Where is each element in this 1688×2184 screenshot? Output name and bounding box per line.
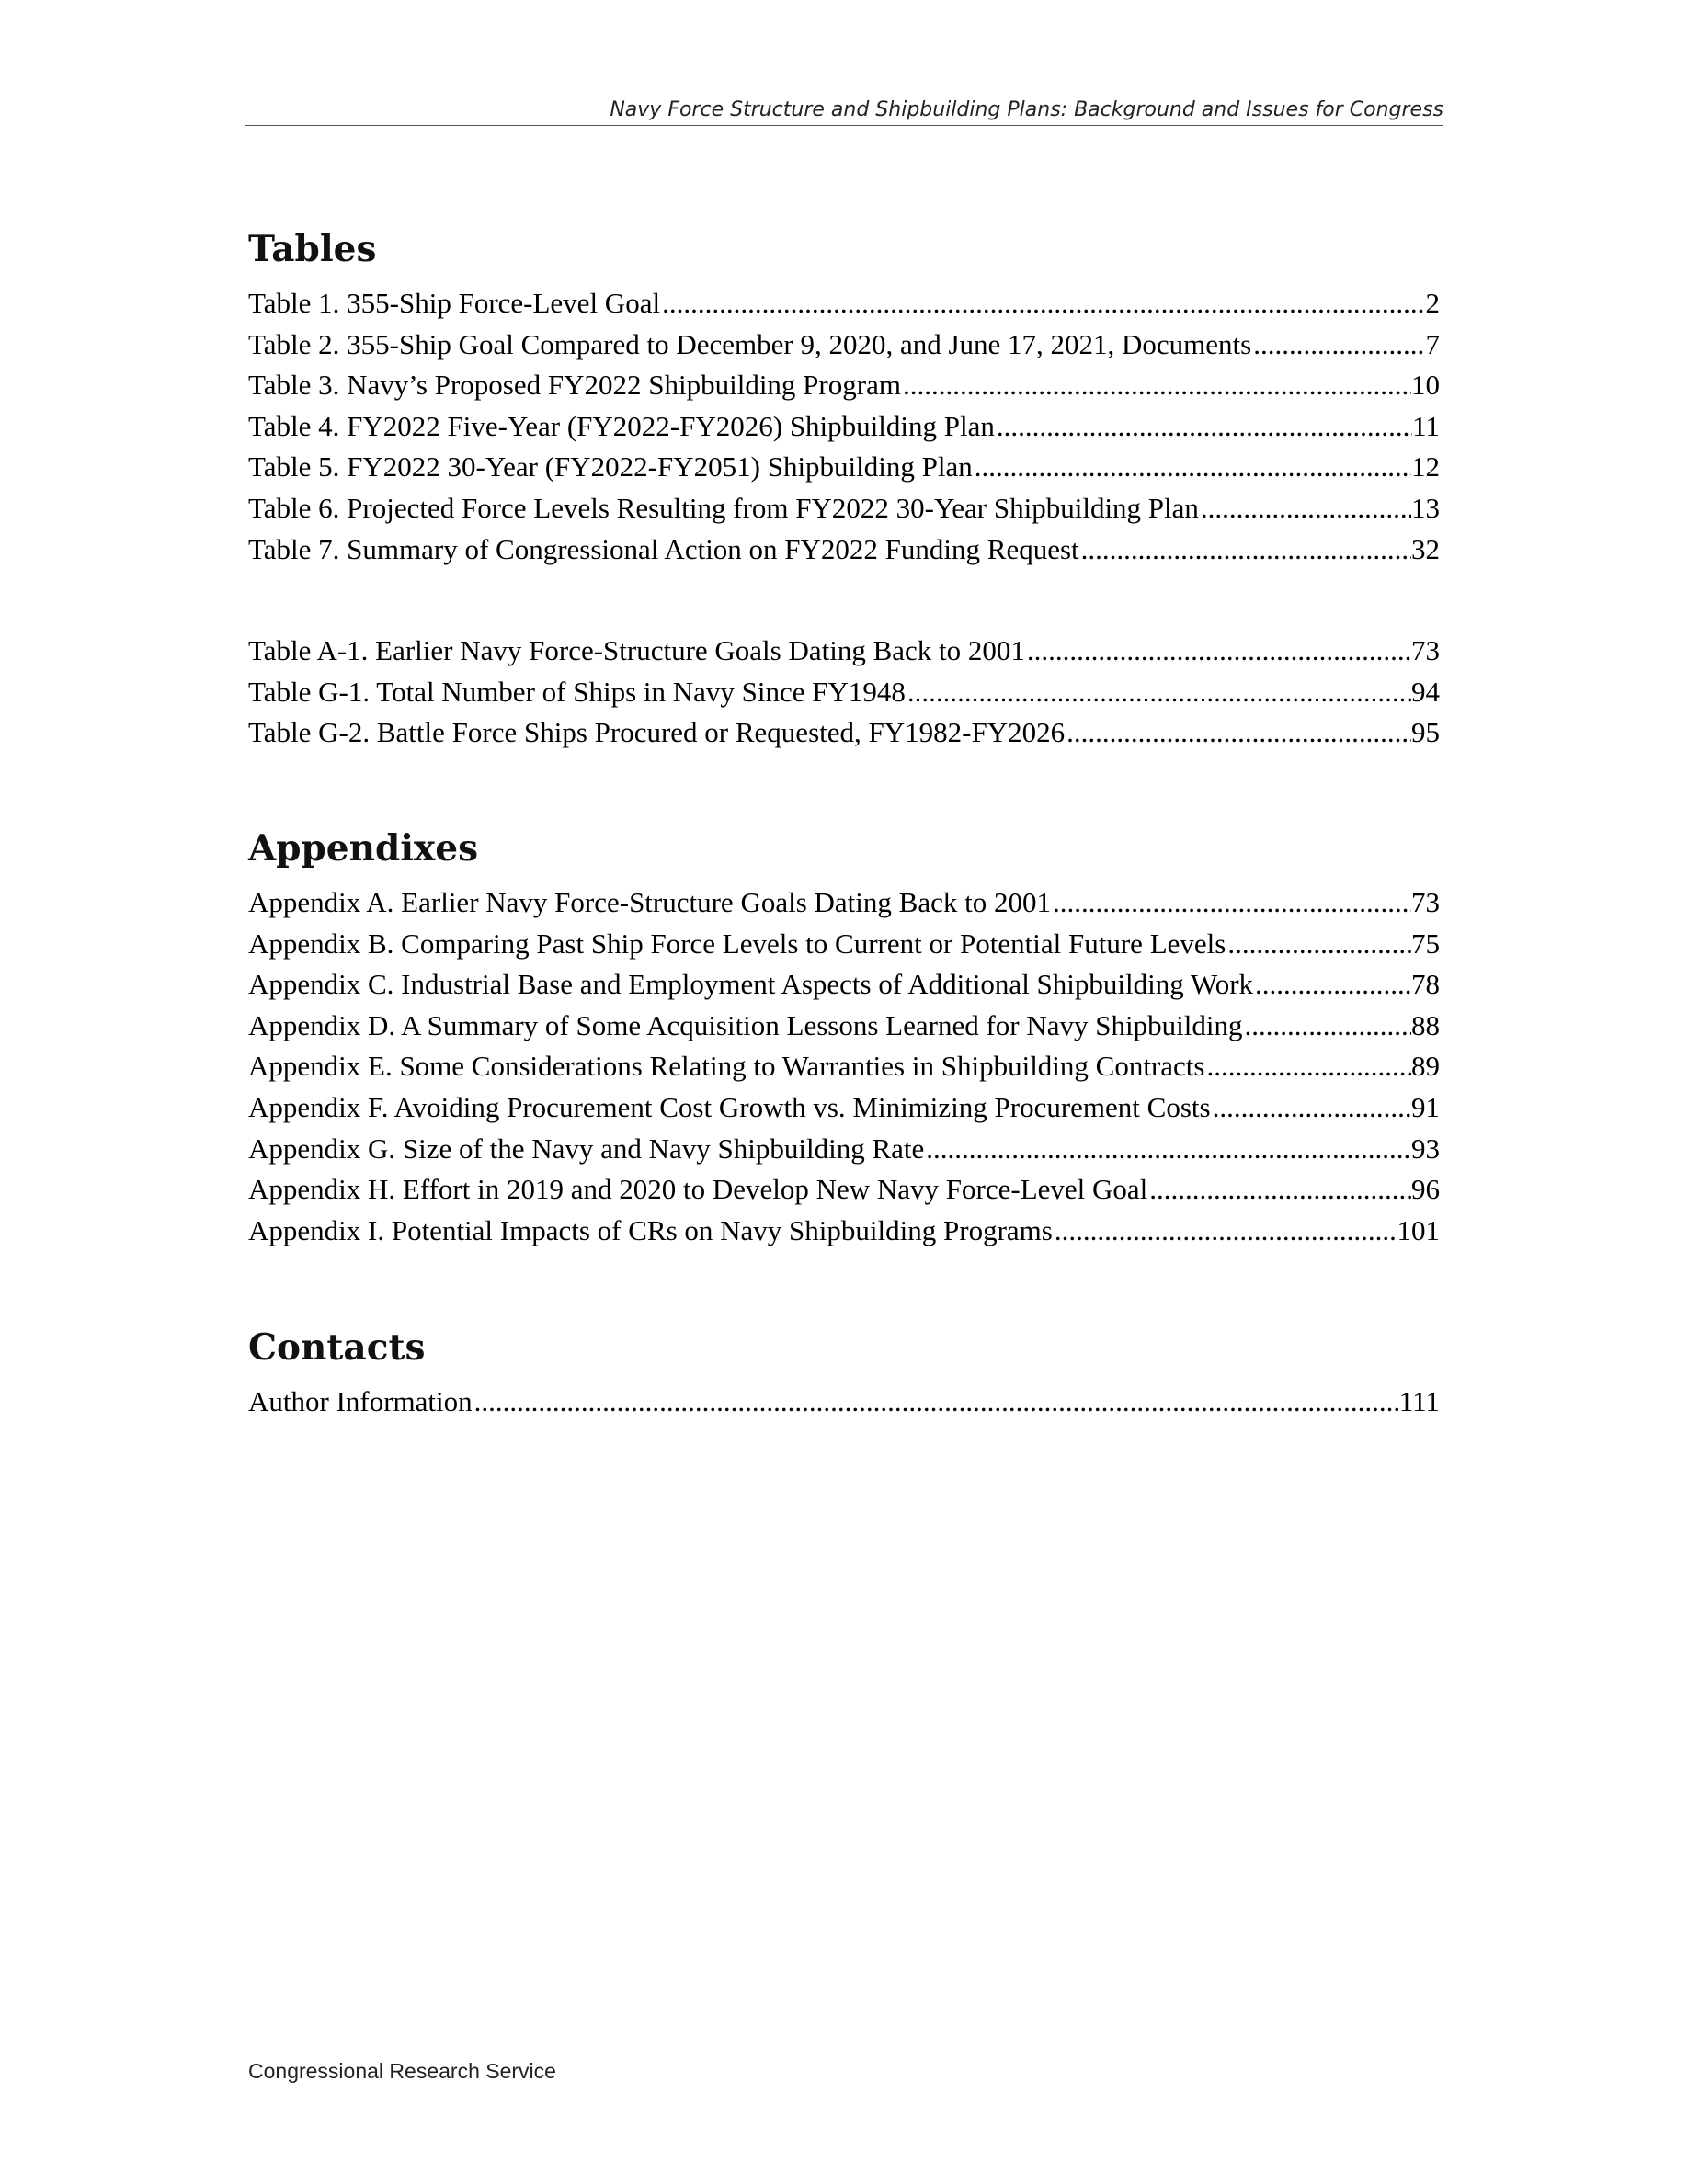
toc-entry-label: Author Information (248, 1385, 473, 1417)
toc-entry-table-2[interactable] (248, 324, 1440, 366)
toc-entry-label: Table G-1. Total Number of Ships in Navy Since FY1948 (248, 675, 906, 708)
toc-entry-appendix-g[interactable] (248, 1129, 1440, 1170)
toc-entry-label: Table G-2. Battle Force Ships Procured or Requested, FY1982-FY2026 (248, 716, 1066, 749)
toc-entry-table-4[interactable] (248, 406, 1440, 448)
toc-entry-page: 95 (1411, 716, 1440, 749)
contacts-section (248, 1325, 1440, 1423)
toc-leader-dots (1251, 324, 1425, 366)
toc-entry-label: Table 2. 355-Ship Goal Compared to December 9, 2020, and June 17, 2021, Documents (248, 327, 1252, 360)
toc-leader-dots (1025, 631, 1411, 672)
toc-leader-dots (995, 406, 1412, 448)
toc-entry-appendix-h[interactable] (248, 1169, 1440, 1211)
toc-entry-table-a-1[interactable] (248, 631, 1440, 672)
appendixes-heading: Appendixes (248, 827, 479, 870)
toc-entry-page: 7 (1425, 327, 1440, 360)
toc-entry-table-3[interactable] (248, 365, 1440, 406)
toc-entry-table-5[interactable] (248, 447, 1440, 488)
toc-entry-page: 101 (1397, 1213, 1440, 1246)
appendixes-section (248, 825, 1440, 1251)
toc-entry-page: 10 (1411, 369, 1440, 402)
toc-entry-label: Appendix A. Earlier Navy Force-Structure Goals Dating Back to 2001 (248, 886, 1051, 918)
toc-entry-page: 94 (1411, 675, 1440, 708)
toc-leader-dots (1253, 964, 1411, 1006)
toc-entry-label: Appendix F. Avoiding Procurement Cost Growth vs. Minimizing Procurement Costs (248, 1090, 1211, 1123)
toc-entry-page: 75 (1411, 927, 1440, 960)
toc-entry-label: Table A-1. Earlier Navy Force-Structure Goals Dating Back to 2001 (248, 634, 1025, 667)
toc-entry-page: 73 (1411, 886, 1440, 918)
toc-entry-page: 91 (1411, 1090, 1440, 1123)
toc-entry-table-6[interactable] (248, 488, 1440, 529)
toc-entry-appendix-i[interactable] (248, 1211, 1440, 1252)
toc-leader-dots (1211, 1087, 1411, 1129)
toc-entry-label: Table 7. Summary of Congressional Action on FY2022 Funding Request (248, 532, 1079, 565)
running-header: Navy Force Structure and Shipbuilding Plans: Background and Issues for Congress (610, 98, 1443, 121)
toc-entry-label: Table 5. FY2022 30-Year (FY2022-FY2051) Shipbuilding Plan (248, 450, 973, 483)
toc-leader-dots (1226, 924, 1411, 965)
toc-entry-appendix-f[interactable] (248, 1087, 1440, 1129)
tables-heading: Tables (248, 228, 377, 270)
toc-leader-dots (1065, 712, 1411, 754)
toc-entry-label: Table 1. 355-Ship Force-Level Goal (248, 287, 661, 319)
tables-section (248, 226, 1440, 754)
appendix-tables-list (248, 631, 1440, 754)
header-rule (245, 125, 1443, 126)
toc-entry-page: 89 (1411, 1050, 1440, 1083)
toc-entry-appendix-e[interactable] (248, 1046, 1440, 1087)
toc-leader-dots (1147, 1169, 1411, 1211)
toc-leader-dots (473, 1382, 1399, 1423)
toc-entry-label: Appendix I. Potential Impacts of CRs on Navy Shipbuilding Programs (248, 1213, 1053, 1246)
toc-entry-table-7[interactable] (248, 529, 1440, 571)
toc-entry-page: 88 (1411, 1008, 1440, 1041)
toc-leader-dots (1051, 882, 1411, 924)
toc-entry-label: Appendix H. Effort in 2019 and 2020 to Develop New Navy Force-Level Goal (248, 1173, 1148, 1206)
toc-leader-dots (1053, 1211, 1397, 1252)
toc-entry-label: Appendix B. Comparing Past Ship Force Levels to Current or Potential Future Levels (248, 927, 1226, 960)
toc-entry-label: Table 3. Navy’s Proposed FY2022 Shipbuilding Program (248, 369, 901, 402)
toc-entry-page: 93 (1411, 1132, 1440, 1165)
toc-entry-page: 111 (1398, 1385, 1440, 1417)
toc-entry-page: 96 (1411, 1173, 1440, 1206)
tables-list (248, 283, 1440, 570)
toc-leader-dots (1204, 1046, 1411, 1087)
toc-entry-page: 2 (1425, 287, 1440, 319)
toc-entry-appendix-a[interactable] (248, 882, 1440, 924)
toc-leader-dots (1242, 1006, 1411, 1047)
toc-entry-table-1[interactable] (248, 283, 1440, 324)
toc-leader-dots (924, 1129, 1411, 1170)
toc-entry-page: 32 (1411, 532, 1440, 565)
toc-leader-dots (906, 672, 1411, 713)
toc-entry-appendix-c[interactable] (248, 964, 1440, 1006)
footer-text: Congressional Research Service (248, 2059, 556, 2083)
toc-entry-label: Appendix D. A Summary of Some Acquisition Lessons Learned for Navy Shipbuilding (248, 1008, 1243, 1041)
contacts-heading: Contacts (248, 1326, 426, 1369)
toc-entry-page: 78 (1411, 968, 1440, 1001)
toc-leader-dots (660, 283, 1425, 324)
toc-entry-appendix-d[interactable] (248, 1006, 1440, 1047)
toc-entry-page: 13 (1411, 491, 1440, 524)
toc-entry-label: Table 4. FY2022 Five-Year (FY2022-FY2026) Shipbuilding Plan (248, 409, 995, 442)
contacts-list (248, 1382, 1440, 1423)
toc-entry-label: Appendix C. Industrial Base and Employment Aspects of Additional Shipbuilding Work (248, 968, 1254, 1001)
toc-entry-label: Table 6. Projected Force Levels Resulting from FY2022 30-Year Shipbuilding Plan (248, 491, 1199, 524)
toc-entry-author-information[interactable] (248, 1382, 1440, 1423)
toc-entry-table-g-2[interactable] (248, 712, 1440, 754)
toc-leader-dots (1079, 529, 1411, 571)
appendixes-list (248, 882, 1440, 1251)
toc-entry-page: 11 (1412, 409, 1440, 442)
toc-entry-appendix-b[interactable] (248, 924, 1440, 965)
toc-entry-label: Appendix G. Size of the Navy and Navy Shipbuilding Rate (248, 1132, 925, 1165)
toc-entry-page: 12 (1411, 450, 1440, 483)
toc-leader-dots (973, 447, 1411, 488)
toc-entry-page: 73 (1411, 634, 1440, 667)
toc-entry-table-g-1[interactable] (248, 672, 1440, 713)
toc-leader-dots (1199, 488, 1411, 529)
toc-leader-dots (901, 365, 1411, 406)
toc-entry-label: Appendix E. Some Considerations Relating to Warranties in Shipbuilding Contracts (248, 1050, 1205, 1083)
